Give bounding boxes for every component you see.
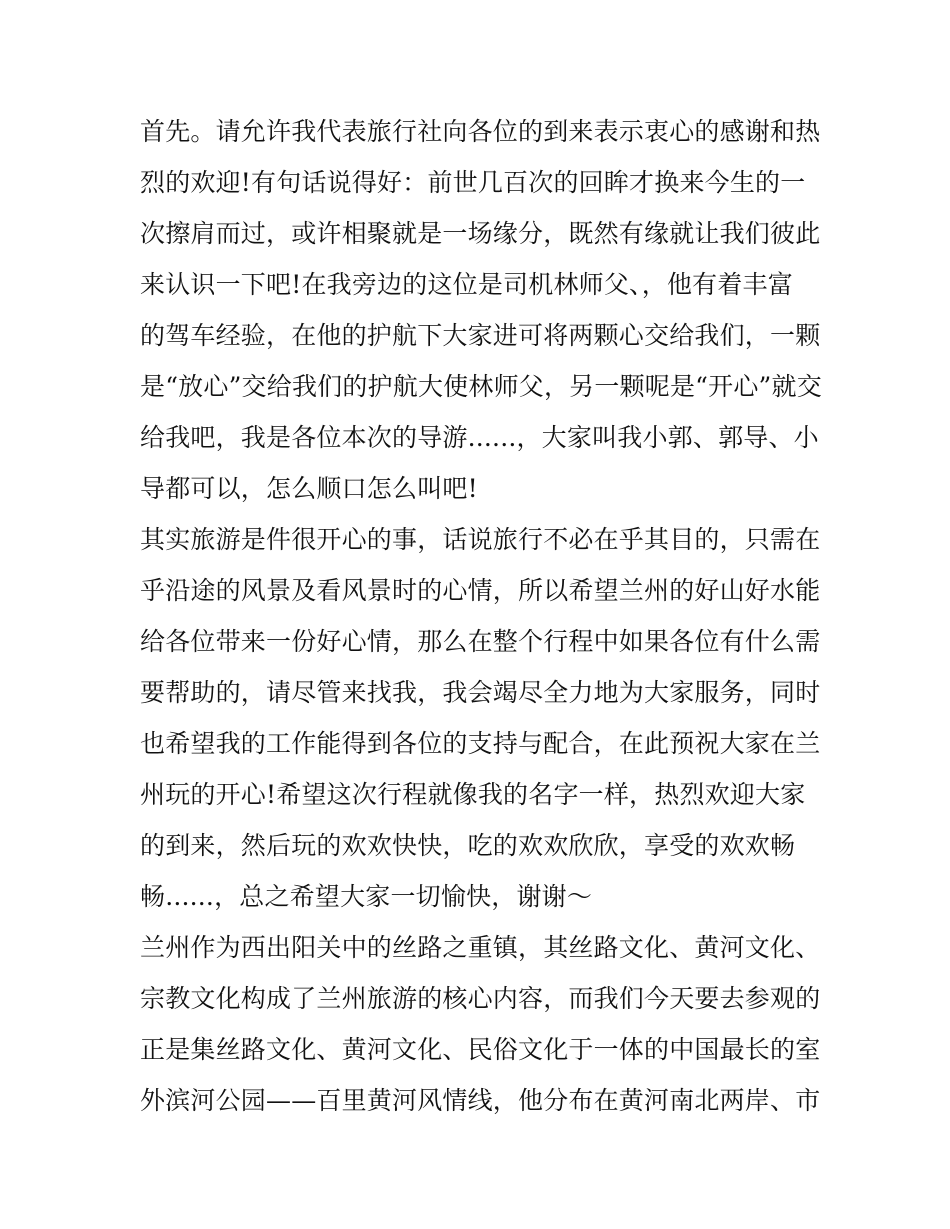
text-line: 正是集丝路文化、黄河文化、民俗文化于一体的中国最长的室 xyxy=(140,1035,821,1064)
text-line: 来认识一下吧!在我旁边的这位是司机林师父、，他有着丰富 xyxy=(140,270,793,299)
text-line: 畅......，总之希望大家一切愉快，谢谢～ xyxy=(140,882,593,911)
text-line: 外滨河公园——百里黄河风情线，他分布在黄河南北两岸、市 xyxy=(140,1086,821,1115)
text-line: 烈的欢迎!有句话说得好：前世几百次的回眸才换来今生的一 xyxy=(140,168,806,197)
text-line: 乎沿途的风景及看风景时的心情，所以希望兰州的好山好水能 xyxy=(140,576,821,605)
text-line: 的到来，然后玩的欢欢快快，吃的欢欢欣欣，享受的欢欢畅 xyxy=(140,831,796,860)
text-line: 是“放心”交给我们的护航大使林师父，另一颗呢是“开心”就交 xyxy=(140,372,822,401)
text-line: 州玩的开心!希望这次行程就像我的名字一样，热烈欢迎大家 xyxy=(140,780,806,809)
document-body xyxy=(140,106,820,1126)
text-line: 导都可以，怎么顺口怎么叫吧! xyxy=(140,474,478,503)
text-line: 的驾车经验，在他的护航下大家进可将两颗心交给我们，一颗 xyxy=(140,321,821,350)
text-line: 给各位带来一份好心情，那么在整个行程中如果各位有什么需 xyxy=(140,627,821,656)
text-line: 首先。请允许我代表旅行社向各位的到来表示衷心的感谢和热 xyxy=(140,117,821,146)
text-line: 次擦肩而过，或许相聚就是一场缘分，既然有缘就让我们彼此 xyxy=(140,219,821,248)
text-line: 要帮助的，请尽管来找我，我会竭尽全力地为大家服务，同时 xyxy=(140,678,821,707)
text-line: 其实旅游是件很开心的事，话说旅行不必在乎其目的，只需在 xyxy=(140,525,821,554)
text-line: 宗教文化构成了兰州旅游的核心内容，而我们今天要去参观的 xyxy=(140,984,821,1013)
text-line: 也希望我的工作能得到各位的支持与配合，在此预祝大家在兰 xyxy=(140,729,821,758)
text-line: 兰州作为西出阳关中的丝路之重镇，其丝路文化、黄河文化、 xyxy=(140,933,821,962)
text-line: 给我吧，我是各位本次的导游......，大家叫我小郭、郭导、小 xyxy=(140,423,819,452)
